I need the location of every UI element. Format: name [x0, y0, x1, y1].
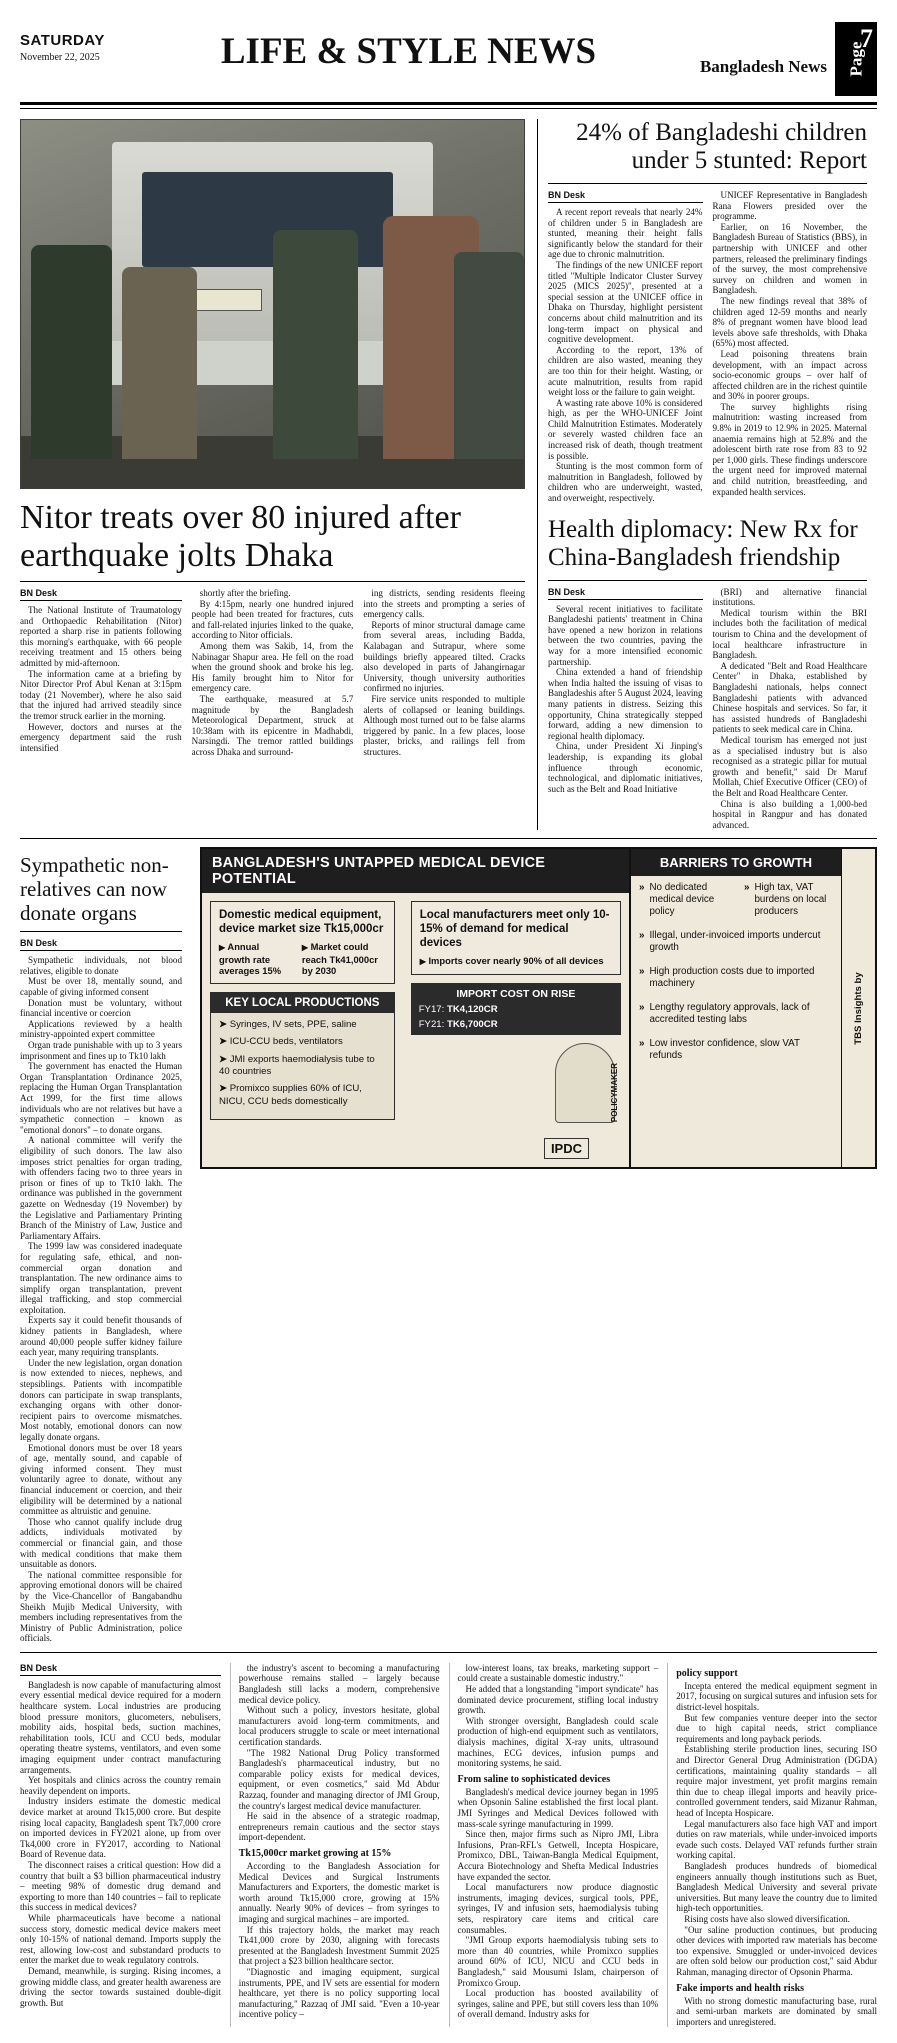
- barriers-title: BARRIERS TO GROWTH: [631, 849, 841, 876]
- middle-section: [20, 847, 877, 1644]
- box-title: Local manufacturers meet only 10-15% of demand for medical devices: [419, 909, 610, 950]
- paragraph: Incepta entered the medical equipment segment in 2017, focusing on surgical sutures and infusion sets for district-level hospitals.: [676, 1680, 877, 1713]
- paragraph: ing districts, sending residents fleeing into the streets and prompting a series of emergency calls.: [363, 588, 526, 620]
- paragraph: Several recent initiatives to facilitate Bangladeshi patients' treatment in China have opened a new horizon in relations between the two countries, paving the way for a more intensified economic partnership.: [548, 603, 703, 667]
- paragraph: A dedicated "Belt and Road Healthcare Center" in Dhaka, established by Bangladeshi nationals, helps connect Bangladeshi patients with advanced Chinese hospitals and services. So far, it has assisted hundreds of Bangladeshi patients to seek medical care in China.: [712, 660, 867, 735]
- sponsor-logo: IPDC: [544, 1138, 589, 1159]
- key-production-item: ➤ Promixco supplies 60% of ICU, NICU, CCU beds domestically: [219, 1083, 362, 1107]
- paragraph: While pharmaceuticals have become a national success story, domestic medical device makers meet only 10-15% of national demand. Imports supply the rest, allowing low-cost and substandard products to enter the market due to weak regulatory controls.: [20, 1912, 221, 1966]
- bullet-text: Imports cover nearly 90% of all devices: [428, 955, 604, 967]
- paragraph: China is also building a 1,000-bed hospital in Rangpur and has donated advanced.: [712, 798, 867, 830]
- lead-columns: [20, 588, 525, 758]
- paragraph: Bangladesh's medical device journey began in 1995 when Opsonin Saline established the first local plant. JMI Syringes and Medical Devices followed with mass-scale syringe manufacturing in 1999.: [457, 1786, 659, 1829]
- diplomacy-byline: BN Desk: [548, 587, 703, 600]
- masthead-date-block: [20, 22, 170, 63]
- page-word: Page: [846, 41, 865, 77]
- devices-col-4: [667, 1663, 877, 2027]
- box-bullet: [420, 955, 612, 968]
- chevron-right-icon: »: [639, 966, 645, 978]
- organs-byline: BN Desk: [20, 938, 182, 951]
- chevron-right-icon: »: [639, 1038, 645, 1050]
- brand-name: Bangladesh News: [699, 57, 827, 76]
- diplomacy-col-1: [548, 587, 703, 831]
- paragraph: Yet hospitals and clinics across the country remain heavily dependent on imports.: [20, 1775, 221, 1796]
- infographic-wrapper: [200, 847, 877, 1644]
- lead-story: [20, 119, 525, 830]
- devices-story: [20, 1663, 877, 2027]
- key-productions-title: KEY LOCAL PRODUCTIONS: [211, 993, 394, 1013]
- insights-label: TBS Insights by: [853, 972, 864, 1045]
- masthead-date: November 22, 2025: [20, 52, 100, 63]
- bullet-icon: ➤: [219, 1083, 230, 1095]
- paragraph: Medical tourism within the BRI includes both the facilitation of medical tourism to China and the development of local healthcare infrastructure in Bangladesh.: [712, 607, 867, 661]
- paragraph: Rising costs have also slowed diversification.: [684, 1913, 850, 1924]
- paragraph: The information came at a briefing by Nitor Director Prof Abul Kenan at 3:15pm today (21 November), where he also said that the injured had arrived steadily since the tremor struck earlier in the morning.: [20, 668, 182, 721]
- paragraph: Sympathetic individuals, not blood relatives, eligible to donate: [20, 955, 182, 976]
- box-bullet: [302, 941, 386, 977]
- paragraph: The earthquake, measured at 5.7 magnitude by the Bangladesh Meteorological Department, struck at 10:38am with its epicentre in Madhabdi, Narsingdi. The tremor rattled buildings across Dhaka and surround-: [191, 693, 354, 757]
- paragraph: The 1999 law was considered inadequate for regulating safe, ethical, and non-commercial organ donation and transplantation. The new ordinance aims to simplify organ transplantation, prevent illegal trafficking, and stop commercial exploitation.: [20, 1241, 182, 1315]
- lead-headline: Nitor treats over 80 injured after earthquake jolts Dhaka: [20, 499, 461, 574]
- masthead-right: [647, 22, 877, 96]
- bullet-icon: ➤: [219, 1018, 230, 1030]
- masthead-day: SATURDAY: [20, 32, 105, 49]
- subheading: policy support: [676, 1667, 738, 1679]
- insights-sidebar: [841, 849, 875, 1167]
- organs-headline: Sympathetic non-relatives can now donate organs: [20, 853, 169, 926]
- paragraph: Demand, meanwhile, is surging. Rising incomes, a growing middle class, and greater health awareness are driving the sector towards sustained double-digit growth. But: [20, 1965, 221, 2008]
- infographic-box-market-size: [210, 901, 395, 984]
- barrier-item: » No dedicated medical device policy: [639, 882, 715, 918]
- barrier-item: » Illegal, under-invoiced imports undercut growth: [639, 930, 821, 954]
- paragraph: The findings of the new UNICEF report titled "Multiple Indicator Cluster Survey 2025 (MICS 2025)", presented at a special session at the UNICEF office in Dhaka on Thursday, highlight persistent concerns about child malnutrition and its long-term impact on physical and cognitive development.: [548, 259, 703, 345]
- import-cost-row: FY21: TK6,700CR: [418, 1018, 498, 1030]
- paragraph: Medical tourism has emerged not just as a specialised industry but is also recognised as a strategic pillar for mutual growth and benefit," said Dr Maruf Mollah, Chief Executive Officer (CEO) of the Belt and Road Healthcare Center.: [712, 734, 867, 798]
- paragraph: Applications reviewed by a health ministry-appointed expert committee: [20, 1018, 182, 1040]
- paragraph: A wasting rate above 10% is considered high, as per the WHO-UNICEF Joint Child Malnutrition Estimates. Moderately or severely wasted children face an increased risk of death, though treatment is possible.: [548, 397, 703, 461]
- lead-byline: BN Desk: [20, 588, 182, 601]
- infographic-box-local-share: [411, 901, 621, 975]
- chevron-right-icon: »: [639, 1002, 645, 1014]
- devices-col-2: [230, 1663, 440, 2027]
- lead-col-3: [363, 588, 525, 758]
- policymaker-label: POLICYMAKER: [609, 1062, 619, 1122]
- paragraph: Establishing sterile production lines, securing ISO and Director General Drug Administration (DGDA) certifications, maintaining quality standards – all require major investment, yet profit margins remain thin due to cheap illegal imports and heavily price-controlled government tenders, said Mizanur Rahman, head of Incepta Hospicare.: [676, 1744, 877, 1818]
- paragraph: Those who cannot qualify include drug addicts, individuals motivated by commercial or financial gain, and those with medical conditions that make them unsuitable as donors.: [20, 1516, 182, 1570]
- paragraph: Since then, major firms such as Nipro JMI, Libra Infusions, Pran-RFL's Getwell, Incepta Hospicare, Promixco, DBL, Taiwan-Bangla Medical Equipment, Accura Biotechnology and Shefta Medical Industries have expanded the sector.: [457, 1829, 659, 1882]
- lead-photo: [20, 119, 525, 489]
- page-number: 7: [860, 24, 873, 53]
- devices-col-3: [449, 1663, 659, 2027]
- bullet-icon: ➤: [219, 1036, 230, 1048]
- paragraph: With stronger oversight, Bangladesh could scale production of high-end equipment such as ventilators, dialysis machines, digital X-ray units, ultrasound machines, ECG devices, infusion pumps and monitoring systems, he said.: [457, 1715, 659, 1769]
- key-production-item: ➤ JMI exports haemodialysis tube to 40 countries: [219, 1053, 375, 1077]
- paragraph: Fire service units responded to multiple alerts of collapsed or leaning buildings. Although most turned out to be false alarms triggered by panic. In a few places, loose plaster, bricks, and railings fell from structures.: [363, 693, 526, 757]
- paragraph: Industry insiders estimate the domestic medical device market at around Tk15,000 crore. But despite rising local capacity, Bangladesh spent Tk7,000 crore on imported devices in FY2021 alone, up from over Tk4,000 crore in FY2017, according to National Board of Revenue data.: [20, 1796, 221, 1860]
- paragraph: shortly after the briefing.: [199, 588, 291, 598]
- page-number-flag: [835, 22, 877, 96]
- paragraph: Local production has boosted availability of syringes, saline and PPE, but still covers less than 10% of overall demand. Industry asks for: [457, 1988, 659, 2020]
- paragraph: Without such a policy, investors hesitate, global manufacturers avoid long-term commitments, and local producers struggle to scale or meet international certification standards.: [238, 1705, 440, 1748]
- masthead: [20, 22, 877, 105]
- devices-col-1: [20, 1663, 221, 2027]
- stunted-col-2: [713, 190, 868, 504]
- paragraph: Must be over 18, mentally sound, and capable of giving informed consent: [20, 976, 182, 998]
- key-production-item: ➤ Syringes, IV sets, PPE, saline: [219, 1018, 357, 1030]
- paragraph: With no strong domestic manufacturing base, rural and semi-urban markets are dominated by small importers and unregistered.: [676, 1995, 877, 2027]
- paragraph: Earlier, on 16 November, the Bangladesh Bureau of Statistics (BBS), in partnership with UNICEF and other partners, released the preliminary findings of the survey, the most comprehensive survey on children and women in Bangladesh.: [712, 221, 867, 296]
- barrier-item: » High production costs due to imported machinery: [639, 966, 815, 990]
- lead-col-2: [192, 588, 354, 758]
- paragraph: "JMI Group exports haemodialysis tubing sets to more than 40 countries, while Promixco supplies around 60% of ICU, NICU and CCU beds in Bangladesh," said Mousumi Islam, chairperson of Promixco Group.: [457, 1935, 659, 1988]
- stunted-columns: [548, 190, 867, 504]
- paragraph: The disconnect raises a critical question: How did a country that built a $3 billion pharmaceutical industry – meeting 98% of domestic drug demand and exporting to more than 140 countries – fail to replicate this success in medical devices?: [20, 1859, 221, 1913]
- paragraph: He said in the absence of a strategic roadmap, entrepreneurs remain cautious and the sector stays import-dependent.: [238, 1811, 440, 1843]
- paragraph: "Our saline production continues, but producing other devices with imported raw materials has become too expensive. Smuggled or under-invoiced devices are often sold below our production cost," said Abdur Rahman, managing director of Opsonin Pharma.: [676, 1924, 877, 1977]
- paragraph: Donation must be voluntary, without financial incentive or coercion: [20, 997, 182, 1019]
- paragraph: Reports of minor structural damage came from several areas, including Badda, Kalabagan and Sutrapur, where some buildings briefly appeared tilted. Cracks also developed in parts of Jahangirnagar University, though university authorities confirmed no injuries.: [363, 619, 526, 694]
- infographic: [200, 847, 877, 1169]
- subheading: From saline to sophisticated devices: [457, 1773, 611, 1785]
- paragraph: (BRI) and alternative financial institutions.: [712, 586, 867, 608]
- paragraph: Legal manufacturers also face high VAT and import duties on raw materials, while under-invoiced imports evade such costs. Delayed VAT refunds further strain working capital.: [676, 1818, 877, 1861]
- organs-story: [20, 847, 190, 1644]
- barrier-item: » Low investor confidence, slow VAT refunds: [639, 1038, 800, 1062]
- subheading: Fake imports and health risks: [676, 1982, 805, 1994]
- barrier-item: » High tax, VAT burdens on local producers: [744, 882, 827, 918]
- paragraph: Emotional donors must be over 18 years of age, mentally sound, and capable of giving informed consent. They must voluntarily agree to donate, without any financial inducement or coercion, and their eligibility will be determined by a national committee as altruistic and genuine.: [20, 1442, 182, 1517]
- paragraph: A national committee will verify the eligibility of such donors. The law also imposes strict penalties for organ trading, with offenders facing two to three years in prison or fines of up to Tk10 lakh. The ordinance was published in the government gazette on Wednesday (19 November) by the Legislative and Parliamentary Printing Branch of the Ministry of Law, Justice and Parliamentary Affairs.: [20, 1135, 182, 1241]
- stunted-col-1: [548, 190, 703, 504]
- bullet-icon: ➤: [219, 1053, 230, 1065]
- chevron-right-icon: »: [639, 930, 645, 942]
- paragraph: Experts say it could benefit thousands of kidney patients in Bangladesh, where around 40,000 people suffer kidney failure each year, many requiring transplants.: [20, 1315, 182, 1358]
- paragraph: Bangladesh is now capable of manufacturing almost every essential medical device required for a modern healthcare system. Local industries are producing blood pressure monitors, glucometers, nebulisers, mobility aids, hospital beds, suction machines, rehabilitation tools, ICU and CCU beds, modular operating theatre systems, ventilators, and even some imaging equipment under contract manufacturing arrangements.: [20, 1679, 221, 1775]
- paragraph: The government has enacted the Human Organ Transplantation Ordinance 2025, replacing the Human Organ Transplantation Act 1999, for the first time allows individuals who are not relatives but have a sympathetic connection – known as "emotional donors" – to donate organs.: [20, 1061, 182, 1135]
- barriers-panel: [629, 849, 841, 1167]
- paragraph: Under the new legislation, organ donation is now extended to nieces, nephews, and stepsiblings. Patients with incompatible donors can participate in swap transplants, exchanging organs with other donor-recipient pairs to overcome mismatches. Most notably, emotional donors can now legally donate organs.: [20, 1357, 182, 1442]
- policymaker-illustration: [411, 1043, 621, 1129]
- paragraph: The National Institute of Traumatology and Orthopaedic Rehabilitation (Nitor) reported a sharp rise in patients following this morning's earthquake, with 66 people receiving treatment and 15 others being admitted by mid-afternoon.: [20, 605, 182, 668]
- barrier-item: » Lengthy regulatory approvals, lack of accredited testing labs: [639, 1002, 810, 1026]
- diplomacy-columns: [548, 587, 867, 831]
- paragraph: The survey highlights rising malnutrition: wasting increased from 9.8% in 2019 to 12.9% in 2025. Maternal anaemia remains high at 52.8% and the adolescent birth rate rose from 83 to 92 per 1,000 girls. These findings underscore the urgent need for improved maternal and child nutrition, breastfeeding, and expanded health services.: [712, 401, 867, 497]
- paragraph: Bangladesh produces hundreds of biomedical engineers annually though institutions such as Buet, Bangladesh Medical University and several private universities. But many leave the country due to limited high-tech opportunities.: [676, 1860, 877, 1914]
- diplomacy-headline: Health diplomacy: New Rx for China-Bangladesh friendship: [548, 515, 858, 571]
- subheading: Tk15,000cr market growing at 15%: [238, 1847, 392, 1859]
- paragraph: low-interest loans, tax breaks, marketing support – could create a sustainable domestic industry.": [457, 1662, 659, 1684]
- paragraph: "Diagnostic and imaging equipment, surgical instruments, PPE, and IV sets are essential for modern healthcare, yet there is no policy supporting local manufacturing," Razzaq of JMI said. "Even a 10-year incentive policy –: [238, 1966, 440, 2020]
- paragraph: Stunting is the most common form of malnutrition in Bangladesh, followed by children who are underweight, wasted, and overweight, respectively.: [548, 461, 703, 504]
- triangle-icon: ▶: [419, 957, 426, 967]
- paragraph: According to the Bangladesh Association for Medical Devices and Surgical Instruments Manufacturers and Exporters, the domestic market is worth around Tk15,000 crore, growing at 15% annually. Nearly 90% of devices – from syringes to imaging and surgical machines – are imported.: [238, 1860, 440, 1924]
- paragraph: He added that a longstanding "import syndicate" has dominated device procurement, stifling local industry growth.: [457, 1684, 659, 1716]
- paragraph: China, under President Xi Jinping's leadership, is expanding its global influence through economic, technological, and diplomatic initiatives, such as the Belt and Road Initiative: [548, 741, 703, 794]
- paragraph: A recent report reveals that nearly 24% of children under 5 in Bangladesh are stunted, meaning their height falls significantly below the standard for their age due to chronic malnutrition.: [548, 207, 703, 260]
- infographic-main: [202, 849, 629, 1167]
- page-title: LIFE & STYLE NEWS: [220, 31, 597, 72]
- triangle-icon: ▶: [301, 943, 309, 953]
- import-cost-title: IMPORT COST ON RISE: [456, 987, 576, 1000]
- triangle-icon: ▶: [219, 943, 226, 953]
- paragraph: Lead poisoning threatens brain development, with an impact across socio-economic groups – over half of affected children are in the richest quintile and 30% in poorer groups.: [712, 348, 867, 402]
- paragraph: The new findings reveal that 38% of children aged 12-59 months and nearly 8% of pregnant women have blood lead levels above safe thresholds, with Dhaka (65%) most affected.: [712, 295, 867, 349]
- paragraph: "The 1982 National Drug Policy transformed Bangladesh's pharmaceutical industry, but no comparable policy exists for medical devices, equipment, or even cosmetics," said Md Abdur Razzaq, founder and managing director of JMI Group, the country's largest medical device manufacturer.: [238, 1747, 440, 1811]
- bullet-text: Market could reach Tk41,000cr by 2030: [301, 941, 378, 977]
- paragraph: If this trajectory holds, the market may reach Tk41,000 crore by 2030, aligning with forecasts presented at the Bangladesh Investment Summit 2025 that project a $23 billion healthcare sector.: [238, 1924, 440, 1967]
- paragraph: According to the report, 13% of children are also wasted, meaning they are too thin for their height. Wasting, or acute malnutrition, results from rapid weight loss or the failure to gain weight.: [548, 344, 703, 398]
- chevron-right-icon: »: [744, 882, 750, 894]
- import-cost-box: [411, 983, 621, 1035]
- bullet-text: Annual growth rate averages 15%: [219, 941, 282, 977]
- key-productions-box: [210, 992, 395, 1120]
- paragraph: Organ trade punishable with up to 3 years imprisonment and fines up to Tk10 lakh: [20, 1040, 182, 1061]
- diplomacy-col-2: [713, 587, 868, 831]
- character-figure: [555, 1043, 615, 1123]
- lead-col-1: [20, 588, 182, 758]
- box-bullet: [219, 941, 292, 977]
- infographic-title: BANGLADESH'S UNTAPPED MEDICAL DEVICE POTENTIAL: [202, 849, 629, 893]
- paragraph: The national committee responsible for approving emotional donors will be chaired by the Vice-Chancellor of Bangabandhu Sheikh Mujib Medical University, with members including representatives from the Ministry of Public Administration, police officials.: [20, 1569, 182, 1644]
- paragraph: Among them was Sakib, 14, from the Nabinagar Shapur area. He fell on the road when the ground shook and broke his leg. His family brought him to Nitor for emergency care.: [191, 640, 354, 694]
- paragraph: By 4:15pm, nearly one hundred injured people had been treated for fractures, cuts and fall-related injuries linked to the quake, according to Nitor officials.: [191, 598, 354, 641]
- chevron-right-icon: »: [639, 882, 645, 894]
- paragraph: But few companies venture deeper into the sector due to high capital needs, strict compliance requirements and long payback periods.: [676, 1712, 877, 1744]
- masthead-rule: [20, 108, 877, 109]
- paragraph: China extended a hand of friendship when India halted the issuing of visas to Bangladeshis after 5 August 2024, leaving many patients in distress. Seizing this opportunity, China strategically stepped forward, adding a new dimension to regional health diplomacy.: [548, 667, 703, 741]
- devices-byline: BN Desk: [20, 1663, 221, 1676]
- box-title: Domestic medical equipment, device market size Tk15,000cr: [219, 909, 384, 936]
- stunted-headline: 24% of Bangladeshi children under 5 stunted: Report: [576, 119, 867, 174]
- import-cost-row: FY17: TK4,120CR: [418, 1003, 498, 1015]
- paragraph: However, doctors and nurses at the emergency department said the rush intensified: [20, 721, 182, 753]
- top-section: [20, 119, 877, 830]
- paragraph: UNICEF Representative in Bangladesh Rana Flowers presided over the programme.: [712, 190, 867, 222]
- stunted-byline: BN Desk: [548, 190, 703, 203]
- paragraph: the industry's ascent to becoming a manufacturing powerhouse remains stalled – largely because Bangladesh still lacks a modern, comprehensive medical device policy.: [238, 1662, 440, 1705]
- paragraph: Local manufacturers now produce diagnostic instruments, imaging devices, surgical tools, PPE, syringes, IV and infusion sets, haemodialysis tubing sets, respiratory care items and critical care consumables.: [457, 1882, 659, 1935]
- right-column: [537, 119, 867, 830]
- key-production-item: ➤ ICU-CCU beds, ventilators: [219, 1036, 343, 1048]
